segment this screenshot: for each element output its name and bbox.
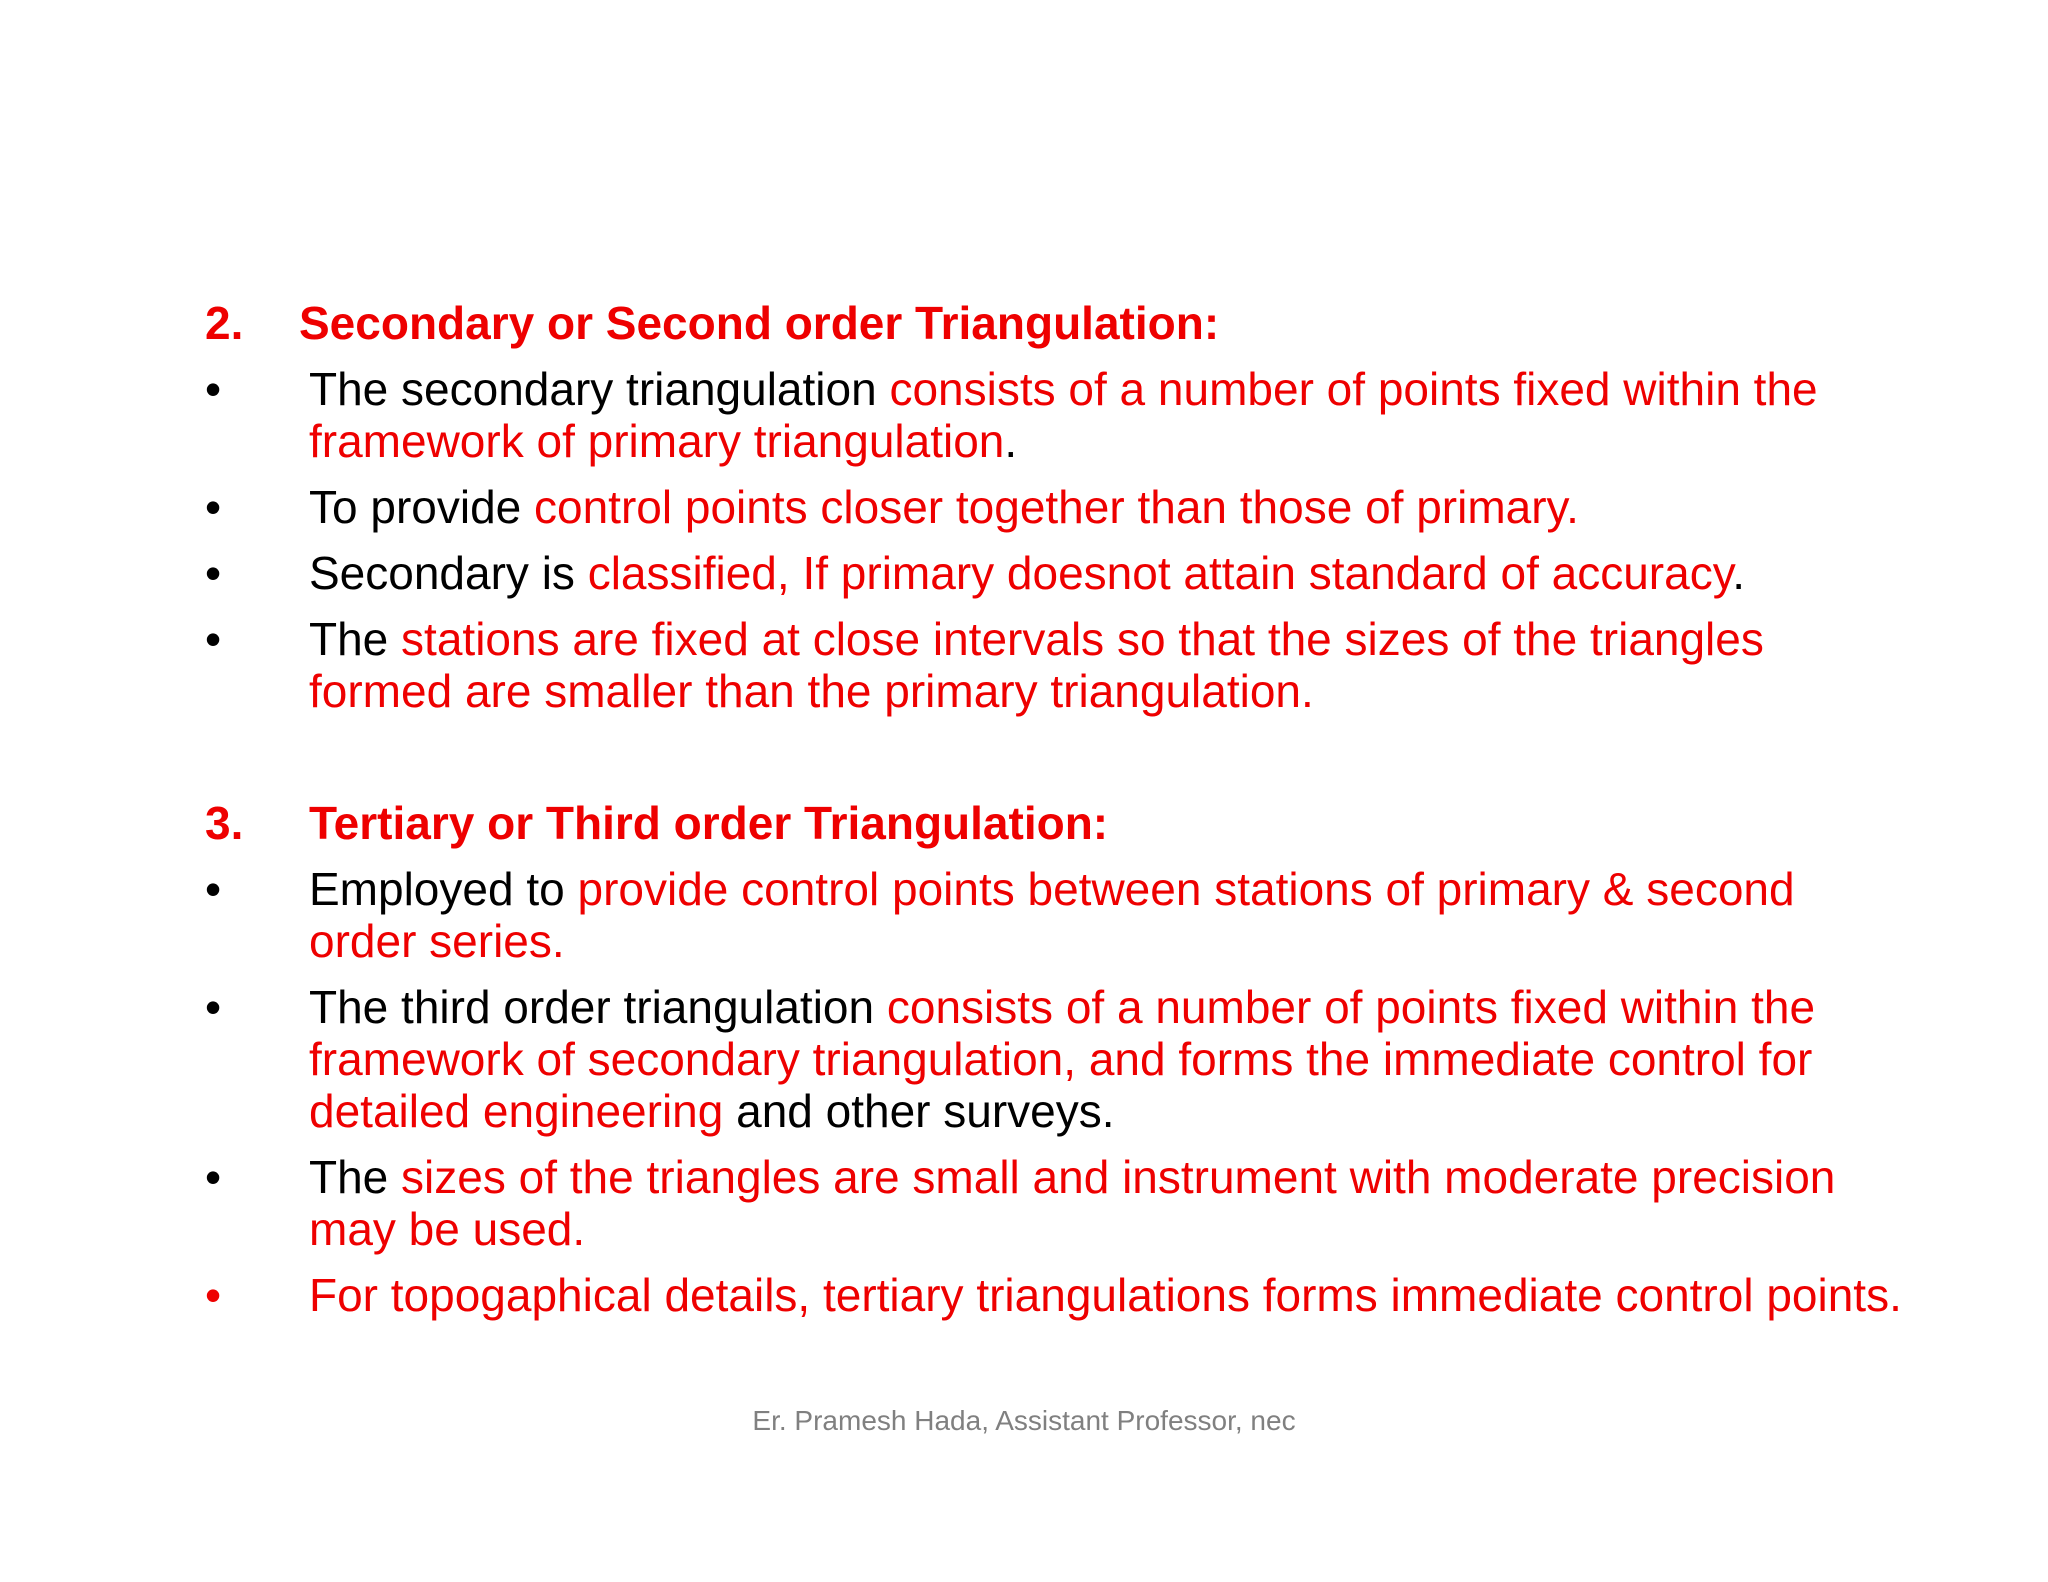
- text-highlight: consists of a number of points fixed within the framework of primary triangulation: [309, 363, 1818, 467]
- text-plain: .: [1732, 547, 1746, 599]
- bullet-marker: •: [205, 981, 222, 1033]
- text-plain: and other surveys.: [723, 1085, 1115, 1137]
- list-item: [205, 1269, 1905, 1321]
- section-heading-secondary: [205, 297, 1905, 349]
- list-item: [205, 481, 1905, 533]
- list-item: [205, 981, 1905, 1137]
- section-title: Secondary or Second order Triangulation:: [299, 297, 1220, 349]
- list-item: [205, 613, 1905, 717]
- text-plain: Employed to: [309, 863, 578, 915]
- section-title: Tertiary or Third order Triangulation:: [309, 797, 1109, 849]
- text-plain: Secondary is: [309, 547, 588, 599]
- bullet-marker: •: [205, 1151, 222, 1203]
- footer-credit: Er. Pramesh Hada, Assistant Professor, nec: [752, 1405, 1296, 1436]
- list-item: [205, 363, 1905, 467]
- text-highlight: consists of a number of points fixed within the framework of secondary triangulation, and forms the immediate control for detailed engineering: [309, 981, 1816, 1137]
- text-plain: To provide: [309, 481, 535, 533]
- list-item: [205, 1151, 1905, 1255]
- section-number: 2.: [205, 297, 244, 349]
- bullet-marker: •: [205, 547, 222, 599]
- text-highlight: provide control points between stations of primary & second order series.: [309, 863, 1795, 967]
- bullet-marker: •: [205, 363, 222, 415]
- text-plain: The: [309, 1151, 402, 1203]
- bullet-marker: •: [205, 1269, 222, 1321]
- text-highlight: control points closer together than those of primary.: [534, 481, 1579, 533]
- slide-content: [205, 297, 1905, 1321]
- text-plain: The: [309, 613, 402, 665]
- list-item: [205, 863, 1905, 967]
- list-item: [205, 547, 1905, 599]
- text-highlight: classified, If primary doesnot attain standard of accuracy: [587, 547, 1733, 599]
- text-plain: The third order triangulation: [309, 981, 887, 1033]
- text-highlight: sizes of the triangles are small and instrument with moderate precision may be used.: [309, 1151, 1836, 1255]
- section-number: 3.: [205, 797, 244, 849]
- text-highlight: For topogaphical details, tertiary triangulations forms immediate control points.: [309, 1269, 1902, 1321]
- text-plain: The secondary triangulation: [309, 363, 890, 415]
- bullet-marker: •: [205, 863, 222, 915]
- bullet-marker: •: [205, 481, 222, 533]
- bullet-marker: •: [205, 613, 222, 665]
- text-plain: .: [1004, 415, 1018, 467]
- section-heading-tertiary: [205, 797, 1905, 849]
- text-highlight: stations are fixed at close intervals so that the sizes of the triangles formed are smaller than the primary triangulation.: [309, 613, 1764, 717]
